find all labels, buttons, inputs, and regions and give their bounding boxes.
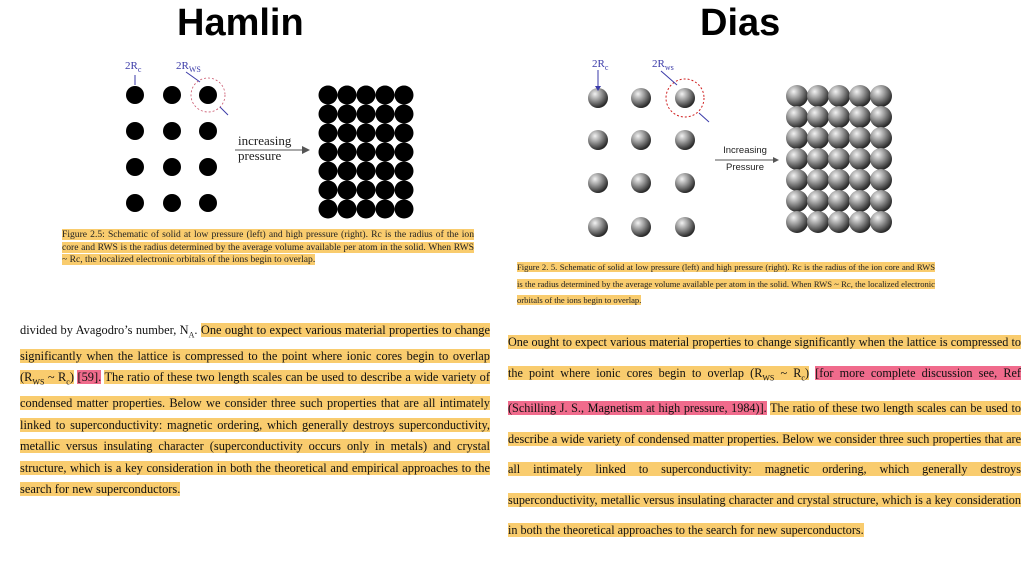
left-arrow-label: increasing pressure (238, 133, 292, 163)
left-label-rc: $2R_c$ (125, 60, 142, 75)
high-pressure-lattice-left (319, 86, 414, 219)
right-heading: Dias (700, 2, 781, 44)
left-label-rws: $2R_{WS}$ (176, 60, 201, 75)
right-citation: [for more complete discussion see, Ref (Schilling J. S., Magnetism at high pressure, 1984)]. (508, 365, 1021, 416)
left-heading: Hamlin (177, 2, 304, 44)
right-caption: Figure 2. 5. Schematic of solid at low pressure (left) and high pressure (right). Rc is the radius of the ion core and RWS is the radius determined by the average volume available per atom in the solid. When RWS ~ Rc, the localized electronic orbitals of the ions begin to overlap. (517, 262, 935, 305)
right-label-rc: $2R_c$ (592, 58, 609, 73)
right-label-rws: $2R_{ws}$ (652, 58, 674, 73)
left-caption: Figure 2.5: Schematic of solid at low pressure (left) and high pressure (right). Rc is the radius of the ion core and RWS is the radius determined by the average volume available per atom in the solid. When RWS ~ Rc, the localized electronic orbitals of the ions begin to overlap. (62, 229, 474, 265)
low-pressure-lattice-right (588, 88, 695, 237)
right-arrow-label: Increasing Pressure (723, 145, 767, 173)
left-citation: [59]. (77, 370, 102, 385)
right-body-text: One ought to expect various material properties to change significantly when the lattice is compressed to the point where ionic cores begin to overlap ($R_{WS}$ ~ $R_c$) [for more complete discussion see, Ref (Schilling J. S., Magnetism at high pressure, 1984)]. The ratio of these two length scales can be used to describe a wide variety of condensed matter properties. Below we consider three such properties that are all intimately linked to superconductivity: magnetic ordering, which generally destroys superconductivity, metallic versus insulating character and crystal structure, which is a key consideration in both the theoretical approaches to the search for new superconductors. (508, 335, 1021, 538)
left-body-text: divided by Avagodro’s number, $N_A$. One ought to expect various material properties to change significantly when the lattice is compressed to the point where ionic cores begin to overlap ($R_{WS}$ ~ $R_c$) [59]. The ratio of these two length scales can be used to describe a wide variety of condensed matter properties. Below we consider three such properties that are all intimately linked to superconductivity: magnetic ordering, which generally destroys superconductivity, metallic versus insulating character (superconductivity occurs only in metals) and crystal structure, which is a key consideration in both the theoretical and empirical approaches to the search for new superconductors. (20, 323, 491, 497)
high-pressure-lattice-right (786, 85, 892, 233)
low-pressure-lattice-left (126, 86, 217, 212)
